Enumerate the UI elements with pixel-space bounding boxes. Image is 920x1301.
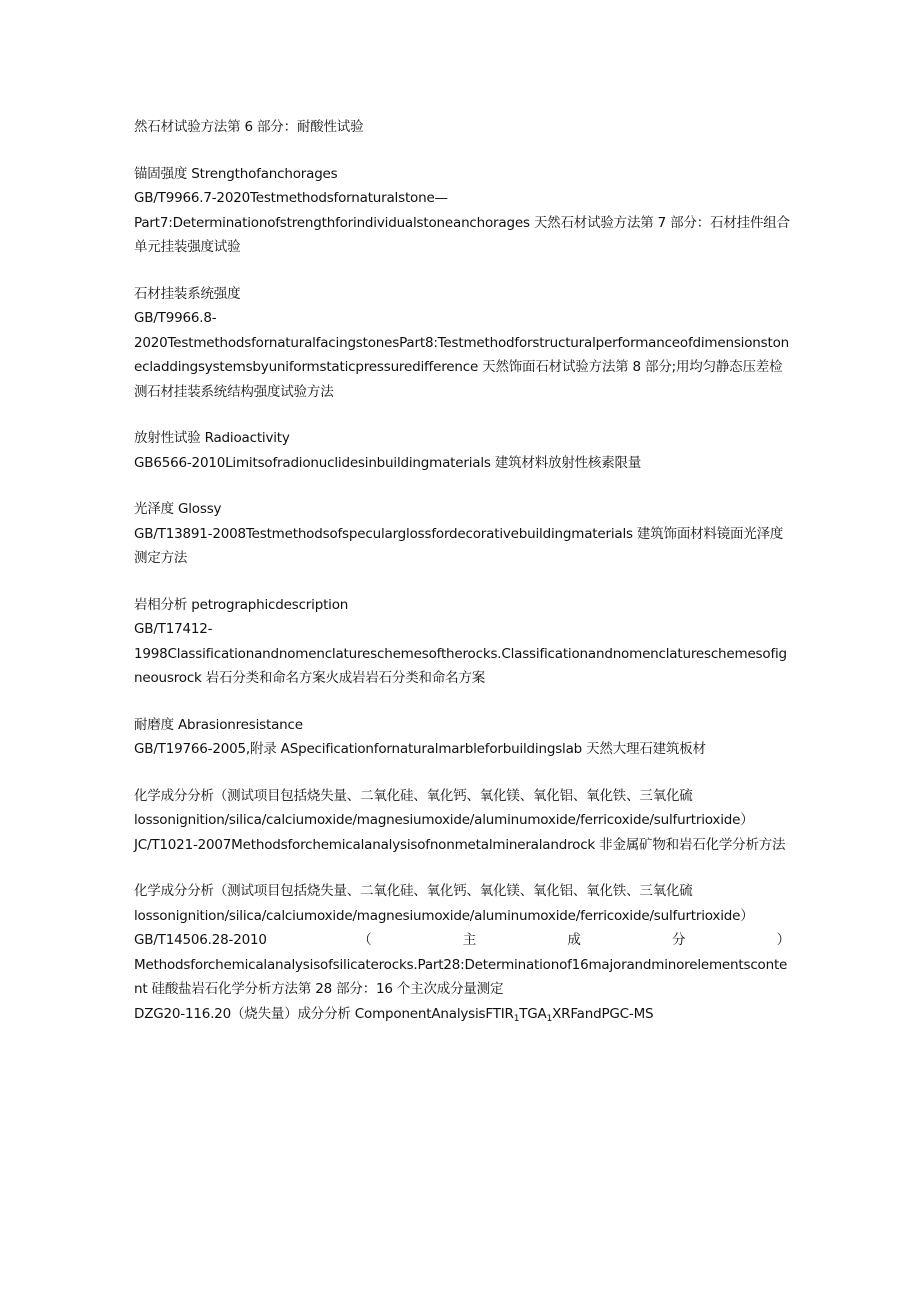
- chemical1-heading: 化学成分分析（测试项目包括烧失量、二氧化硅、氧化钙、氧化镁、氧化铝、氧化铁、三氧化硫: [134, 787, 693, 804]
- chemical2-last-line: [134, 1002, 790, 1032]
- chemical2-standard-line: [134, 928, 790, 953]
- radioactivity-heading: 放射性试验 Radioactivity: [134, 430, 290, 446]
- abrasion-heading: 耐磨度 Abrasionresistance: [134, 716, 303, 733]
- glossy-heading: 光泽度 Glossy: [134, 501, 222, 517]
- chemical2-items: lossonignition/silica/calciumoxide/magnesiumoxide/aluminumoxide/ferricoxide/sulfurtrioxide）: [134, 907, 754, 924]
- petrographic-heading: 岩相分析 petrographicdescription: [134, 596, 349, 613]
- cladding-standard: GB/T9966.8-: [134, 310, 217, 326]
- spread-char: 成: [567, 932, 581, 948]
- cladding-body: 2020TestmethodsfornaturalfacingstonesPart8:Testmethodforstructuralperformanceofdimensionstonecladdingsystemsbyuniformstaticpressuredifference 天然饰面石材试验方法第 8 部分;用均匀静态压差检测石材挂装系统结构强度试验方法: [134, 334, 789, 400]
- abrasion-body: GB/T19766-2005,附录 ASpecificationfornaturalmarbleforbuildingslab 天然大理石建筑板材: [134, 741, 706, 757]
- chemical2-standard: GB/T14506.28-2010: [134, 932, 267, 948]
- spread-char: 分: [672, 932, 686, 948]
- spread-char: （: [358, 932, 372, 948]
- anchorage-body: Part7:Determinationofstrengthforindividualstoneanchorages 天然石材试验方法第 7 部分：石材挂件组合单元挂装强度试验: [134, 214, 790, 255]
- anchorage-standard: GB/T9966.7-2020Testmethodsfornaturalstone—: [134, 190, 448, 206]
- chemical1-items: lossonignition/silica/calciumoxide/magnesiumoxide/aluminumoxide/ferricoxide/sulfurtrioxide）: [134, 812, 754, 828]
- petrographic-body: 1998Classificationandnomenclatureschemesoftherocks.Classificationandnomenclatureschemesofigneousrock 岩石分类和命名方案火成岩岩石分类和命名方案: [134, 645, 787, 686]
- last-line-part-c: XRFandPGC-MS: [552, 1005, 654, 1022]
- glossy-body: GB/T13891-2008Testmethodsofspecularglossfordecorativebuildingmaterials 建筑饰面材料镜面光泽度测定方法: [134, 525, 784, 566]
- petrographic-standard: GB/T17412-: [134, 621, 213, 637]
- document-body: [134, 115, 790, 1031]
- last-line-part-b: TGA: [519, 1005, 547, 1022]
- cladding-heading: 石材挂装系统强度: [134, 285, 241, 302]
- chemical1-body: JC/T1021-2007Methodsforchemicalanalysisofnonmetalmineralandrock 非金属矿物和岩石化学分析方法: [134, 836, 786, 853]
- chemical2-body: Methodsforchemicalanalysisofsilicaterocks.Part28:Determinationof16majorandminorelementscontent 硅酸盐岩石化学分析方法第 28 部分：16 个主次成分量测定: [134, 956, 788, 997]
- chemical2-heading: 化学成分分析（测试项目包括烧失量、二氧化硅、氧化钙、氧化镁、氧化铝、氧化铁、三氧化硫: [134, 883, 693, 899]
- last-line-part-a: DZG20-116.20（烧失量）成分分析 ComponentAnalysisFTIR: [134, 1005, 514, 1022]
- last-line-subscript-2: 1: [546, 1013, 553, 1024]
- top-line: 然石材试验方法第 6 部分：耐酸性试验: [134, 119, 364, 135]
- last-line-subscript-1: 1: [513, 1013, 520, 1024]
- spread-char: ）: [776, 932, 790, 948]
- anchorage-heading: 锚固强度 Strengthofanchorages: [134, 165, 338, 182]
- radioactivity-body: GB6566-2010Limitsofradionuclidesinbuildingmaterials 建筑材料放射性核素限量: [134, 454, 642, 471]
- spread-char: 主: [462, 932, 477, 948]
